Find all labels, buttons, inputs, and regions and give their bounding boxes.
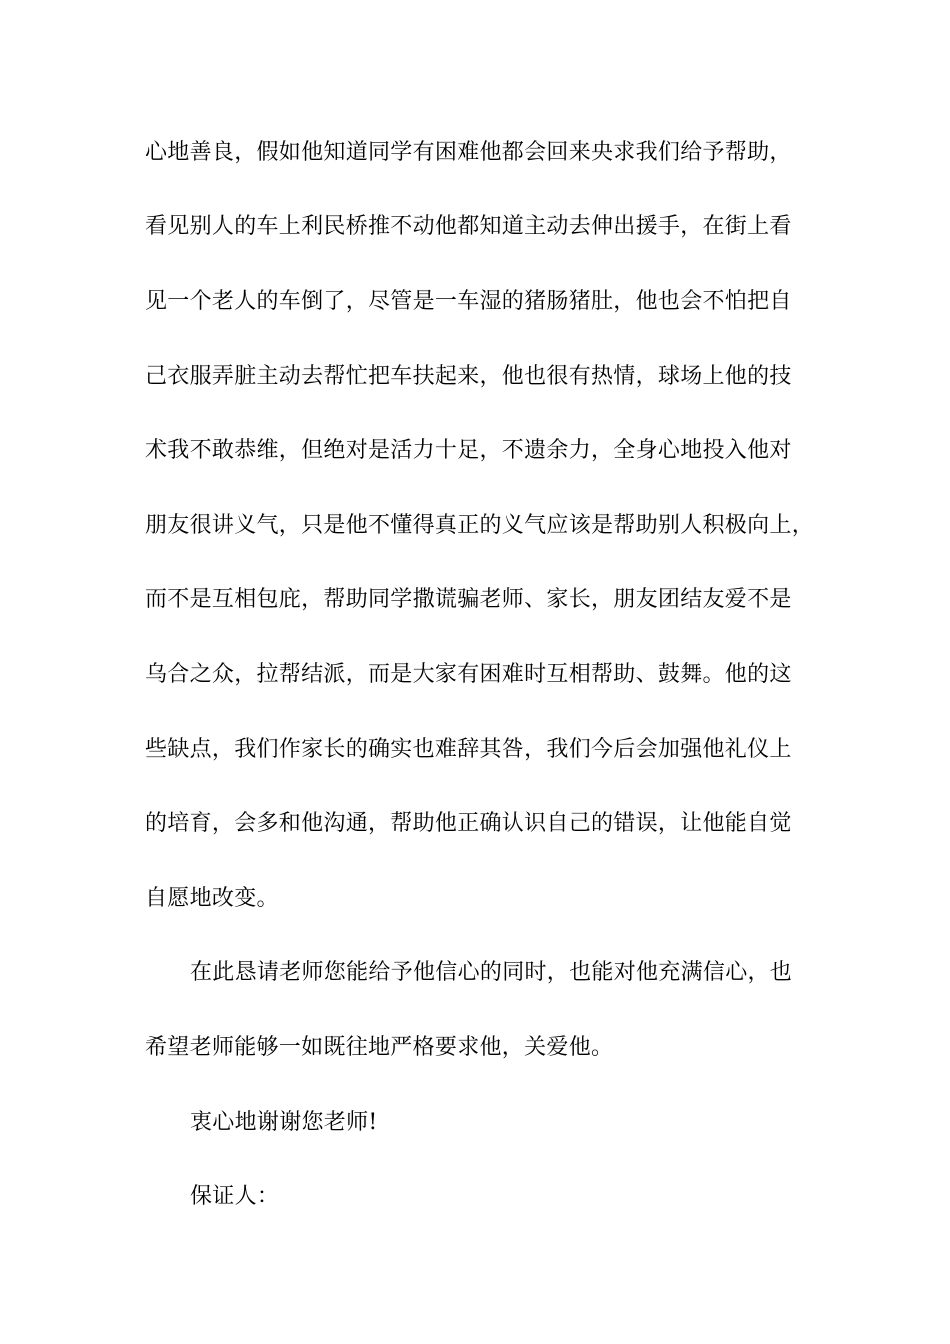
paragraph-line: 术我不敢恭维，但绝对是活力十足，不遗余力，全身心地投入他对 <box>145 438 792 463</box>
paragraph-line: 的培育，会多和他沟通，帮助他正确认识自己的错误，让他能自觉 <box>145 811 792 836</box>
closing-thanks: 衷心地谢谢您老师! <box>190 1110 378 1135</box>
paragraph-line: 些缺点，我们作家长的确实也难辞其咎，我们今后会加强他礼仪上 <box>145 737 792 762</box>
paragraph-line: 在此恳请老师您能给予他信心的同时，也能对他充满信心，也 <box>190 960 793 985</box>
paragraph-line: 看见别人的车上利民桥推不动他都知道主动去伸出援手，在街上看 <box>145 214 792 239</box>
paragraph-line: 己衣服弄脏主动去帮忙把车扶起来，他也很有热情，球场上他的技 <box>145 364 792 389</box>
paragraph-line: 希望老师能够一如既往地严格要求他，关爱他。 <box>145 1035 614 1060</box>
paragraph-line: 心地善良，假如他知道同学有困难他都会回来央求我们给予帮助， <box>145 140 792 165</box>
paragraph-line: 朋友很讲义气，只是他不懂得真正的义气应该是帮助别人积极向上， <box>145 513 815 538</box>
paragraph-line: 见一个老人的车倒了，尽管是一车湿的猪肠猪肚，他也会不怕把自 <box>145 289 792 314</box>
paragraph-line: 自愿地改变。 <box>145 886 279 911</box>
paragraph-line: 而不是互相包庇，帮助同学撒谎骗老师、家长，朋友团结友爱不是 <box>145 587 792 612</box>
paragraph-line: 乌合之众，拉帮结派，而是大家有困难时互相帮助、鼓舞。他的这 <box>145 662 792 687</box>
guarantor-label: 保证人： <box>190 1184 280 1209</box>
